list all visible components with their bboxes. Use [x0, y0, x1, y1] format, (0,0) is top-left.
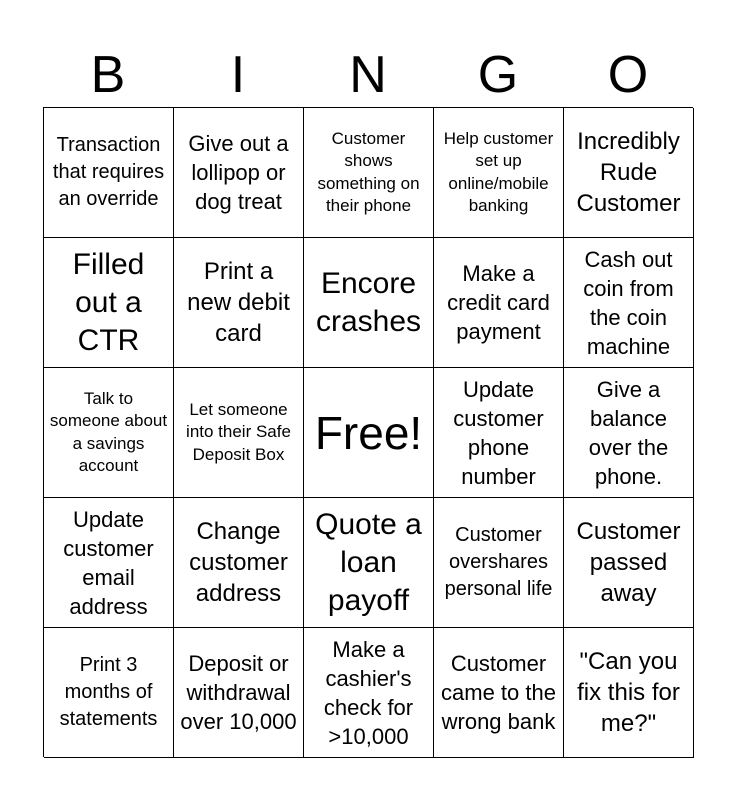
bingo-cell-r5c1[interactable]	[44, 628, 174, 758]
bingo-cell-r1c5[interactable]	[564, 108, 694, 238]
bingo-cell-r1c1[interactable]	[44, 108, 174, 238]
bingo-cell-r4c2[interactable]	[174, 498, 304, 628]
bingo-cell-r4c5[interactable]	[564, 498, 694, 628]
bingo-cell-r2c4[interactable]	[434, 238, 564, 368]
header-letter-b: B	[90, 46, 126, 104]
bingo-cell-r1c2[interactable]	[174, 108, 304, 238]
header-letter-o: O	[607, 46, 649, 104]
header-letter-n: N	[349, 46, 387, 104]
cell-text: Encore crashes	[315, 266, 422, 338]
bingo-cell-r5c4[interactable]	[434, 628, 564, 758]
cell-text: "Can you fix this for me?"	[577, 648, 680, 737]
bingo-cell-r3c4[interactable]	[434, 368, 564, 498]
bingo-cell-r5c5[interactable]	[564, 628, 694, 758]
cell-text: Talk to someone about a savings account	[49, 388, 168, 475]
cell-text: Cash out coin from the coin machine	[583, 246, 674, 359]
cell-text: Let someone into their Safe Deposit Box	[186, 399, 291, 464]
bingo-header	[43, 42, 693, 108]
bingo-cell-r4c1[interactable]	[44, 498, 174, 628]
bingo-cell-r3c5[interactable]	[564, 368, 694, 498]
bingo-cell-r5c3[interactable]	[304, 628, 434, 758]
cell-text: Update customer phone number	[453, 376, 544, 489]
bingo-cell-r3c1[interactable]	[44, 368, 174, 498]
bingo-cell-r5c2[interactable]	[174, 628, 304, 758]
bingo-cell-r2c1[interactable]	[44, 238, 174, 368]
cell-text: Filled out a CTR	[72, 247, 145, 357]
cell-text: Change customer address	[189, 518, 288, 607]
bingo-cell-r3c2[interactable]	[174, 368, 304, 498]
header-letter-g: G	[477, 46, 519, 104]
cell-text: Transaction that requires an override	[52, 134, 165, 210]
free-space-text: Free!	[314, 406, 423, 459]
cell-text: Make a cashier's check for >10,000	[323, 636, 414, 749]
cell-text: Give out a lollipop or dog treat	[188, 131, 289, 214]
cell-text: Incredibly Rude Customer	[576, 128, 681, 217]
bingo-grid	[43, 107, 693, 757]
cell-text: Customer overshares personal life	[444, 524, 553, 600]
cell-text: Print 3 months of statements	[59, 654, 158, 730]
bingo-cell-r2c2[interactable]	[174, 238, 304, 368]
bingo-cell-r2c5[interactable]	[564, 238, 694, 368]
cell-text: Update customer email address	[63, 506, 154, 619]
bingo-cell-r1c4[interactable]	[434, 108, 564, 238]
cell-text: Make a credit card payment	[447, 261, 550, 344]
bingo-cell-r2c3[interactable]	[304, 238, 434, 368]
cell-text: Quote a loan payoff	[315, 507, 422, 617]
bingo-cell-r4c4[interactable]	[434, 498, 564, 628]
cell-text: Give a balance over the phone.	[588, 376, 669, 489]
bingo-cell-free[interactable]	[304, 368, 434, 498]
cell-text: Deposit or withdrawal over 10,000	[180, 651, 297, 734]
bingo-cell-r1c3[interactable]	[304, 108, 434, 238]
cell-text: Customer came to the wrong bank	[441, 651, 556, 734]
cell-text: Customer passed away	[576, 518, 681, 607]
bingo-cell-r4c3[interactable]	[304, 498, 434, 628]
cell-text: Customer shows something on their phone	[317, 128, 420, 215]
header-letter-i: I	[230, 46, 246, 104]
cell-text: Print a new debit card	[187, 258, 290, 347]
cell-text: Help customer set up online/mobile banking	[443, 128, 554, 215]
